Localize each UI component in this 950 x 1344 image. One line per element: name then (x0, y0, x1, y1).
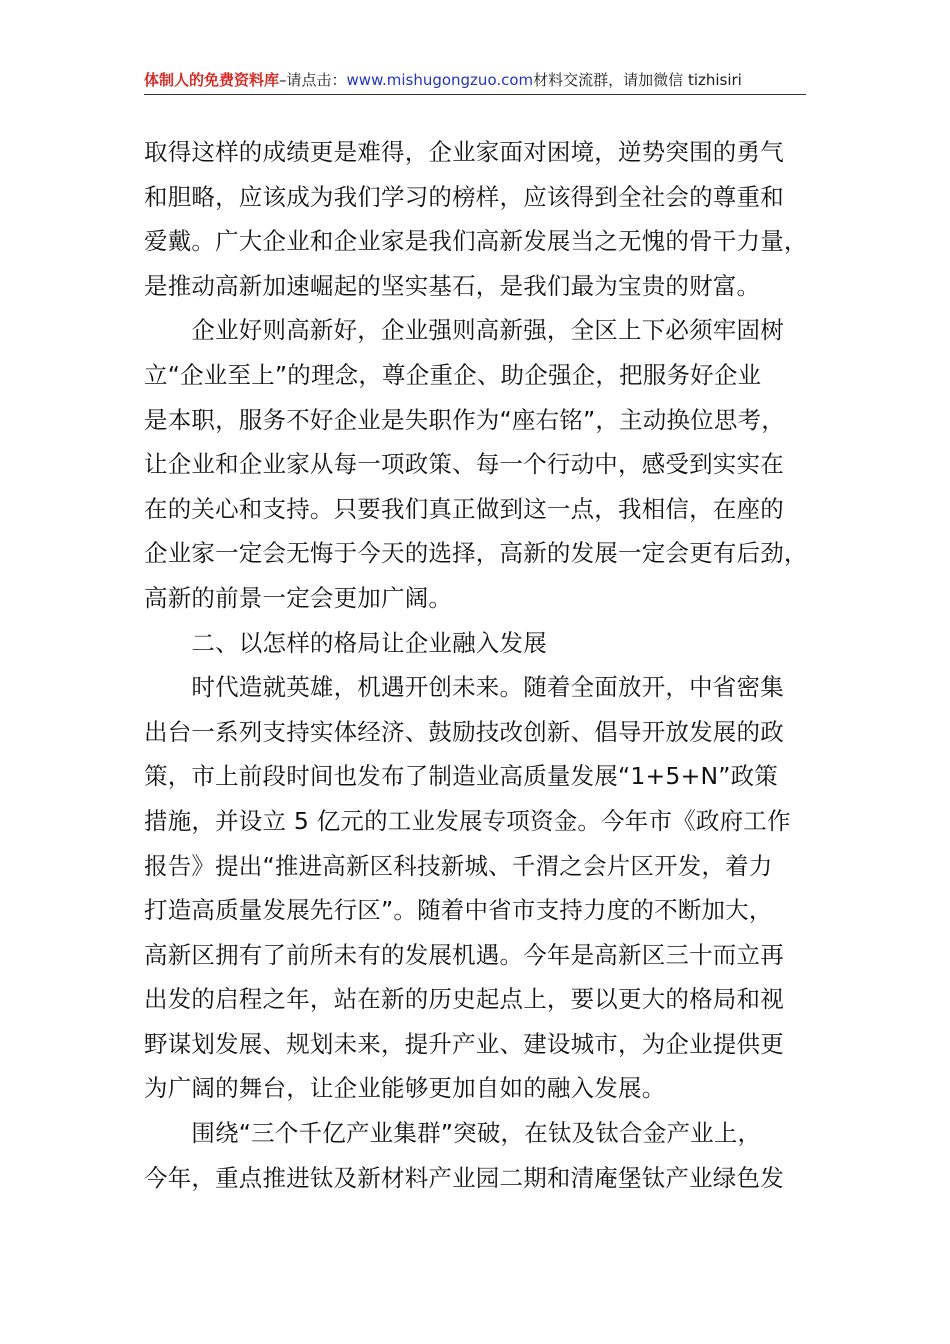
text-line: 野谋划发展、规划未来，提升产业、建设城市，为企业提供更 (144, 1029, 784, 1058)
text-line: 出台一系列支持实体经济、鼓励技改创新、倡导开放发展的政 (144, 717, 784, 746)
text-line: 是本职，服务不好企业是失职作为“座右铭”，主动换位思考， (144, 405, 785, 434)
text-line: 取得这样的成绩更是难得，企业家面对困境，逆势突围的勇气 (144, 138, 784, 166)
text-line: 高新的前景一定会更加广阔。 (144, 583, 453, 612)
text-line: 措施，并设立 5 亿元的工业发展专项资金。今年市《政府工作 (144, 806, 791, 835)
text-line: 是推动高新加速崛起的坚实基石，是我们最为宝贵的财富。 (144, 271, 761, 300)
text-line: 在的关心和支持。只要我们真正做到这一点，我相信，在座的 (144, 494, 784, 523)
text-line: 时代造就英雄，机遇开创未来。随着全面放开，中省密集 (144, 673, 784, 702)
text-line: 高新区拥有了前所未有的发展机遇。今年是高新区三十而立再 (144, 940, 784, 969)
header-prompt: –请点击： (279, 71, 347, 89)
text-line: 立“企业至上”的理念，尊企重企、助企强企，把服务好企业 (144, 360, 762, 389)
text-line: 企业好则高新好，企业强则高新强，全区上下必须牢固树 (144, 316, 784, 345)
text-line: 为广阔的舞台，让企业能够更加自如的融入发展。 (144, 1074, 666, 1103)
page-header (144, 66, 806, 95)
section-heading: 二、以怎样的格局让企业融入发展 (144, 628, 547, 657)
text-line: 和胆略，应该成为我们学习的榜样，应该得到全社会的尊重和 (144, 182, 784, 211)
text-line: 出发的启程之年，站在新的历史起点上，要以更大的格局和视 (144, 985, 784, 1014)
text-line: 企业家一定会无悔于今天的选择，高新的发展一定会更有后劲， (144, 539, 808, 568)
text-line: 报告》提出“推进高新区科技新城、千渭之会片区开发，着力 (144, 851, 773, 880)
text-line: 策，市上前段时间也发布了制造业高质量发展“1+5+N”政策 (144, 762, 779, 791)
header-url-link[interactable]: www.mishugongzuo.com (346, 71, 534, 89)
header-brand: 体制人的免费资料库 (144, 71, 280, 89)
header-wechat-note: 材料交流群，请加微信 tizhisiri (533, 71, 742, 89)
text-line: 爱戴。广大企业和企业家是我们高新发展当之无愧的骨干力量， (144, 227, 808, 256)
text-line: 打造高质量发展先行区”。随着中省市支持力度的不断加大， (144, 896, 773, 925)
text-line: 今年，重点推进钛及新材料产业园二期和清庵堡钛产业绿色发 (144, 1163, 784, 1192)
text-line: 围绕“三个千亿产业集群”突破，在钛及钛合金产业上， (144, 1119, 762, 1148)
document-body (144, 130, 824, 1200)
text-line: 让企业和企业家从每一项政策、每一个行动中，感受到实实在 (144, 450, 784, 479)
